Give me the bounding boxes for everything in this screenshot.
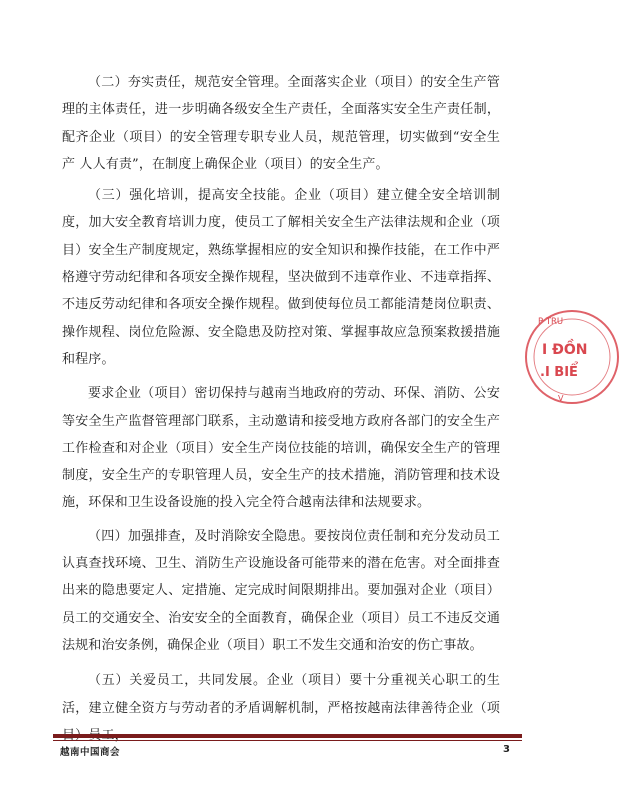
paragraph-training: （三）强化培训，提高安全技能。企业（项目）建立健全安全培训制度，加大安全教育培训力度，使员工了解相关安全生产法律法规和企业（项目）安全生产制度规定，熟练掌握相应的安全知识和操作技能，在工作中严格遵守劳动纪律和各项安全操作规程，坚决做到不违章作业、不违章指挥、不违反劳动纪律和各项安全操作规程。做到使每位员工都能清楚岗位职责、操作规程、岗位危险源、安全隐患及防控对策、掌握事故应急预案救援措施和程序。 — [62, 188, 500, 367]
footer-rule-thin — [53, 740, 522, 741]
paragraph-care: （五）关爱员工，共同发展。企业（项目）要十分重视关心职工的生活，建立健全资方与劳动者的矛盾调解机制，严格按越南法律善待企业（项 — [62, 673, 500, 716]
paragraph-responsibility: （二）夯实责任，规范安全管理。全面落实企业（项目）的安全生产管理的主体责任，进一步明确各级安全生产责任，全面落实安全生产责任制，配齐企业（项目）的安全管理专职专业人员，规范管理，切实做到“安全生产 人人有责”，在制度上确保企业（项目）的安全生产。 — [62, 75, 500, 172]
stamp-text-lower: .I BIỂ — [540, 365, 578, 380]
footer-rule-thick — [53, 734, 522, 738]
page-number: 3 — [503, 744, 510, 755]
stamp-text-middle: I ĐỒN — [542, 342, 588, 358]
document-body — [62, 69, 500, 751]
paragraph-inspection: （四）加强排查，及时消除安全隐患。要按岗位责任制和充分发动员工认真查找环境、卫生、消防生产设施设备可能带来的潜在危害。对全面排查出来的隐患要定人、定措施、定完成时间限期排出。要加强对企业（项目）员工的交通安全、治安安全的全面教育，确保企业（项目）员工不违反交通法规和治安条例，确保企业（项目）职工不发生交通和治安的伤亡事故。 — [62, 528, 500, 653]
red-seal-stamp — [530, 302, 620, 412]
paragraph-liaison: 要求企业（项目）密切保持与越南当地政府的劳动、环保、消防、公安等安全生产监督管理部门联系，主动邀请和接受地方政府各部门的安全生产工作检查和对企业（项目）安全生产岗位技能的培训，确保安全生产的管理制度，安全生产的专职管理人员，安全生产的技术措施，消防管理和技术设施，环保和卫生设备设施的投入完全符合越南法律和法规要求。 — [62, 386, 500, 511]
stamp-text-top: P TRU — [538, 317, 564, 327]
stamp-text-bottom: V — [558, 394, 564, 403]
footer-org-name: 越南中国商会 — [60, 747, 121, 758]
